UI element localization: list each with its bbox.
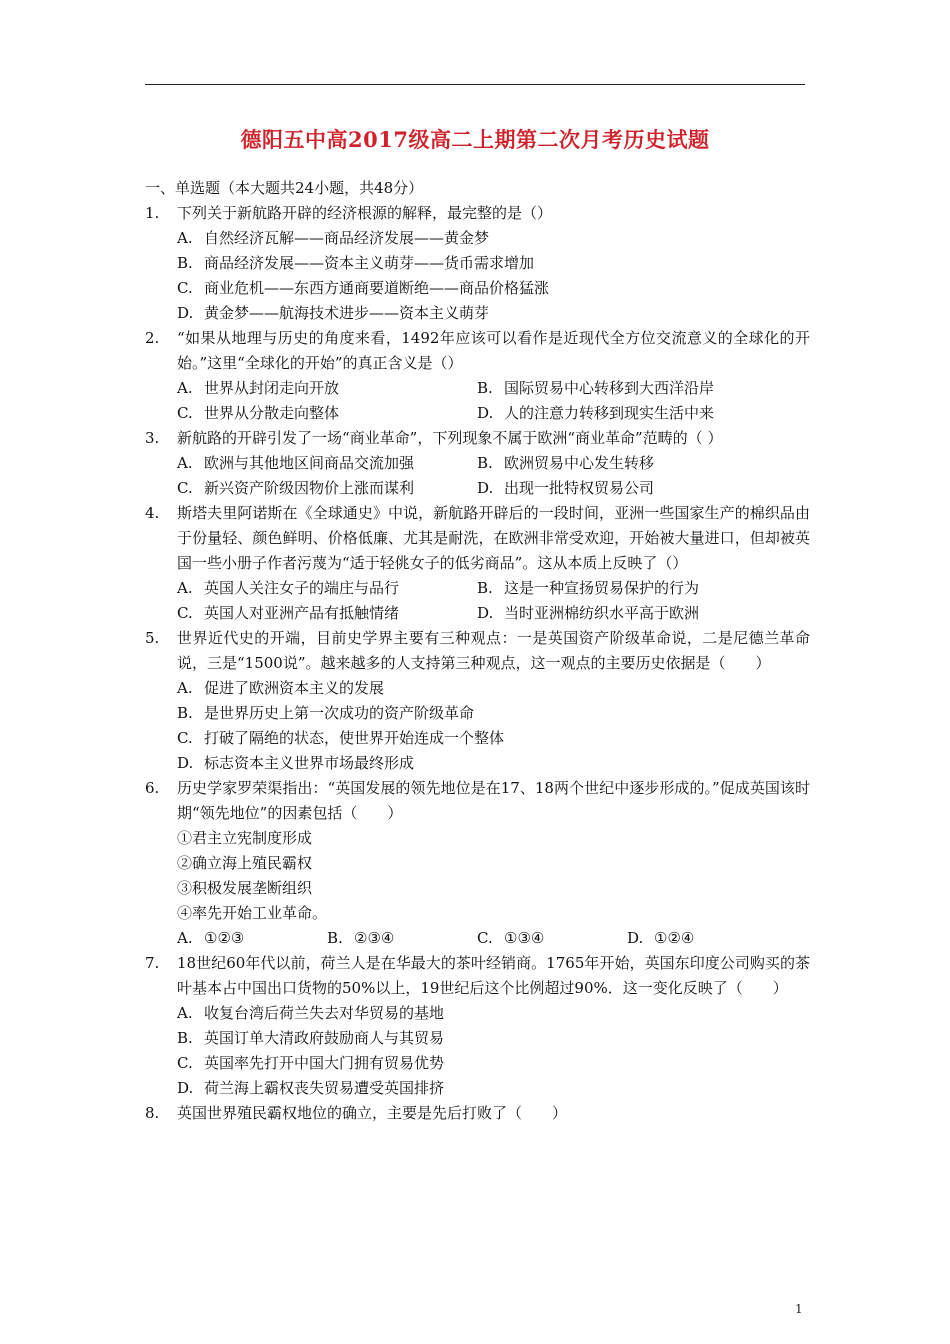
option-letter: D. [477, 404, 494, 422]
option-text: 英国率先打开中国大门拥有贸易优势 [204, 1054, 445, 1072]
option-a[interactable] [177, 926, 327, 951]
option-b[interactable] [477, 376, 777, 401]
option-text: ①②④ [654, 929, 695, 947]
page-title: 德阳五中高2017级高二上期第二次月考历史试题 [240, 127, 710, 152]
option-grid [177, 376, 810, 426]
option-letter: C. [177, 404, 193, 422]
option-row [177, 926, 810, 951]
option-text: 荷兰海上霸权丧失贸易遭受英国排挤 [204, 1079, 445, 1097]
option-text: 这是一种宣扬贸易保护的行为 [504, 579, 700, 597]
option-letter: D. [477, 479, 494, 497]
question-list [145, 176, 810, 1126]
option-text: 世界从封闭走向开放 [204, 379, 340, 397]
question-stem: 英国世界殖民霸权地位的确立，主要是先后打败了（ ） [177, 1104, 568, 1122]
option-letter: D. [177, 754, 194, 772]
option-text: 当时亚洲棉纺织水平高于欧洲 [504, 604, 700, 622]
option-d[interactable] [477, 476, 777, 501]
question-4 [145, 501, 810, 626]
option-text: 自然经济瓦解——商品经济发展——黄金梦 [204, 229, 490, 247]
question-stem: 新航路的开辟引发了一场“商业革命”，下列现象不属于欧洲“商业革命”范畴的（ ） [177, 429, 723, 447]
section-heading: 一、单选题（本大题共24小题，共48分） [145, 179, 424, 197]
option-letter: A. [177, 454, 193, 472]
statement-item: ③积极发展垄断组织 [177, 879, 313, 897]
option-b[interactable] [177, 701, 810, 726]
option-text: 欧洲贸易中心发生转移 [504, 454, 655, 472]
option-letter: A. [177, 1004, 193, 1022]
option-grid [177, 576, 810, 626]
option-c[interactable] [177, 1051, 810, 1076]
option-text: 欧洲与其他地区间商品交流加强 [204, 454, 415, 472]
option-text: 打破了隔绝的状态，使世界开始连成一个整体 [204, 729, 505, 747]
option-letter: C. [177, 1054, 193, 1072]
question-7 [145, 951, 810, 1101]
option-b[interactable] [177, 1026, 810, 1051]
option-a[interactable] [177, 451, 477, 476]
option-text: ①②③ [204, 929, 245, 947]
statement-item: ④率先开始工业革命。 [177, 904, 328, 922]
option-letter: A. [177, 929, 193, 947]
question-6 [145, 776, 810, 951]
option-letter: C. [477, 929, 493, 947]
option-letter: A. [177, 229, 193, 247]
option-b[interactable] [177, 251, 810, 276]
question-number: 4. [145, 504, 160, 522]
question-stem: 下列关于新航路开辟的经济根源的解释，最完整的是（） [177, 204, 553, 222]
option-text: 收复台湾后荷兰失去对华贸易的基地 [204, 1004, 445, 1022]
option-c[interactable] [477, 926, 627, 951]
option-letter: D. [477, 604, 494, 622]
question-number: 5. [145, 629, 160, 647]
statement-item: ①君主立宪制度形成 [177, 829, 313, 847]
question-1 [145, 201, 810, 326]
option-d[interactable] [477, 601, 777, 626]
option-a[interactable] [177, 576, 477, 601]
question-3 [145, 426, 810, 501]
option-b[interactable] [477, 451, 777, 476]
option-letter: A. [177, 379, 193, 397]
option-letter: C. [177, 604, 193, 622]
question-stem: 历史学家罗荣渠指出：“英国发展的领先地位是在17、18两个世纪中逐步形成的。”促成英国该时期“领先地位”的因素包括（ ） [177, 779, 810, 822]
option-c[interactable] [177, 726, 810, 751]
option-b[interactable] [477, 576, 777, 601]
option-letter: C. [177, 479, 193, 497]
option-c[interactable] [177, 601, 477, 626]
option-text: 新兴资产阶级因物价上涨而谋利 [204, 479, 415, 497]
option-text: 出现一批特权贸易公司 [504, 479, 655, 497]
option-text: 商品经济发展——资本主义萌芽——货币需求增加 [204, 254, 535, 272]
option-text: 英国订单大清政府鼓励商人与其贸易 [204, 1029, 445, 1047]
option-c[interactable] [177, 476, 477, 501]
option-a[interactable] [177, 226, 810, 251]
question-stem: 世界近代史的开端，目前史学界主要有三种观点：一是英国资产阶级革命说，二是尼德兰革命说，三是“1500说”。越来越多的人支持第三种观点，这一观点的主要历史依据是（ ） [177, 629, 810, 672]
option-a[interactable] [177, 676, 810, 701]
option-text: ①③④ [504, 929, 545, 947]
statement-item: ②确立海上殖民霸权 [177, 854, 313, 872]
option-a[interactable] [177, 1001, 810, 1026]
question-8 [145, 1101, 810, 1126]
option-text: 国际贸易中心转移到大西洋沿岸 [504, 379, 715, 397]
option-letter: B. [177, 254, 193, 272]
option-d[interactable] [177, 301, 810, 326]
question-2 [145, 326, 810, 426]
option-letter: B. [477, 379, 493, 397]
option-d[interactable] [177, 1076, 810, 1101]
option-d[interactable] [177, 751, 810, 776]
option-letter: A. [177, 679, 193, 697]
option-text: 英国人对亚洲产品有抵触情绪 [204, 604, 400, 622]
question-5 [145, 626, 810, 776]
question-number: 1. [145, 204, 160, 222]
option-a[interactable] [177, 376, 477, 401]
option-letter: B. [327, 929, 343, 947]
page-number: 1 [795, 1302, 803, 1316]
option-text: 黄金梦——航海技术进步——资本主义萌芽 [204, 304, 490, 322]
question-number: 6. [145, 779, 160, 797]
option-letter: C. [177, 729, 193, 747]
question-number: 7. [145, 954, 160, 972]
option-c[interactable] [177, 276, 810, 301]
option-letter: D. [177, 1079, 194, 1097]
option-text: 人的注意力转移到现实生活中来 [504, 404, 715, 422]
option-text: 促进了欧洲资本主义的发展 [204, 679, 385, 697]
option-d[interactable] [627, 926, 777, 951]
option-grid [177, 451, 810, 501]
option-d[interactable] [477, 401, 777, 426]
question-number: 2. [145, 329, 160, 347]
option-letter: B. [477, 454, 493, 472]
option-letter: D. [177, 304, 194, 322]
question-number: 3. [145, 429, 160, 447]
question-stem: 18世纪60年代以前，荷兰人是在华最大的茶叶经销商。1765年开始，英国东印度公司购买的茶叶基本占中国出口货物的50%以上，19世纪后这个比例超过90%．这一变化反映了（ ） [177, 954, 810, 997]
option-letter: D. [627, 929, 644, 947]
option-text: 英国人关注女子的端庄与品行 [204, 579, 400, 597]
option-letter: B. [477, 579, 493, 597]
option-text: 商业危机——东西方通商要道断绝——商品价格猛涨 [204, 279, 550, 297]
option-b[interactable] [327, 926, 477, 951]
option-text: ②③④ [354, 929, 395, 947]
option-letter: B. [177, 1029, 193, 1047]
option-text: 标志资本主义世界市场最终形成 [204, 754, 415, 772]
option-text: 世界从分散走向整体 [204, 404, 340, 422]
question-stem: 斯塔夫里阿诺斯在《全球通史》中说，新航路开辟后的一段时间，亚洲一些国家生产的棉织品由于份量轻、颜色鲜明、价格低廉、尤其是耐洗，在欧洲非常受欢迎，开始被大量进口，但却被英国一些小册子作者污蔑为“适于轻佻女子的低劣商品”。这从本质上反映了（） [177, 504, 810, 572]
option-text: 是世界历史上第一次成功的资产阶级革命 [204, 704, 475, 722]
option-c[interactable] [177, 401, 477, 426]
option-letter: C. [177, 279, 193, 297]
header-rule [145, 84, 805, 85]
question-stem: “如果从地理与历史的角度来看，1492年应该可以看作是近现代全方位交流意义的全球化的开始。”这里“全球化的开始”的真正含义是（） [177, 329, 810, 372]
option-letter: A. [177, 579, 193, 597]
option-letter: B. [177, 704, 193, 722]
question-number: 8. [145, 1104, 160, 1122]
